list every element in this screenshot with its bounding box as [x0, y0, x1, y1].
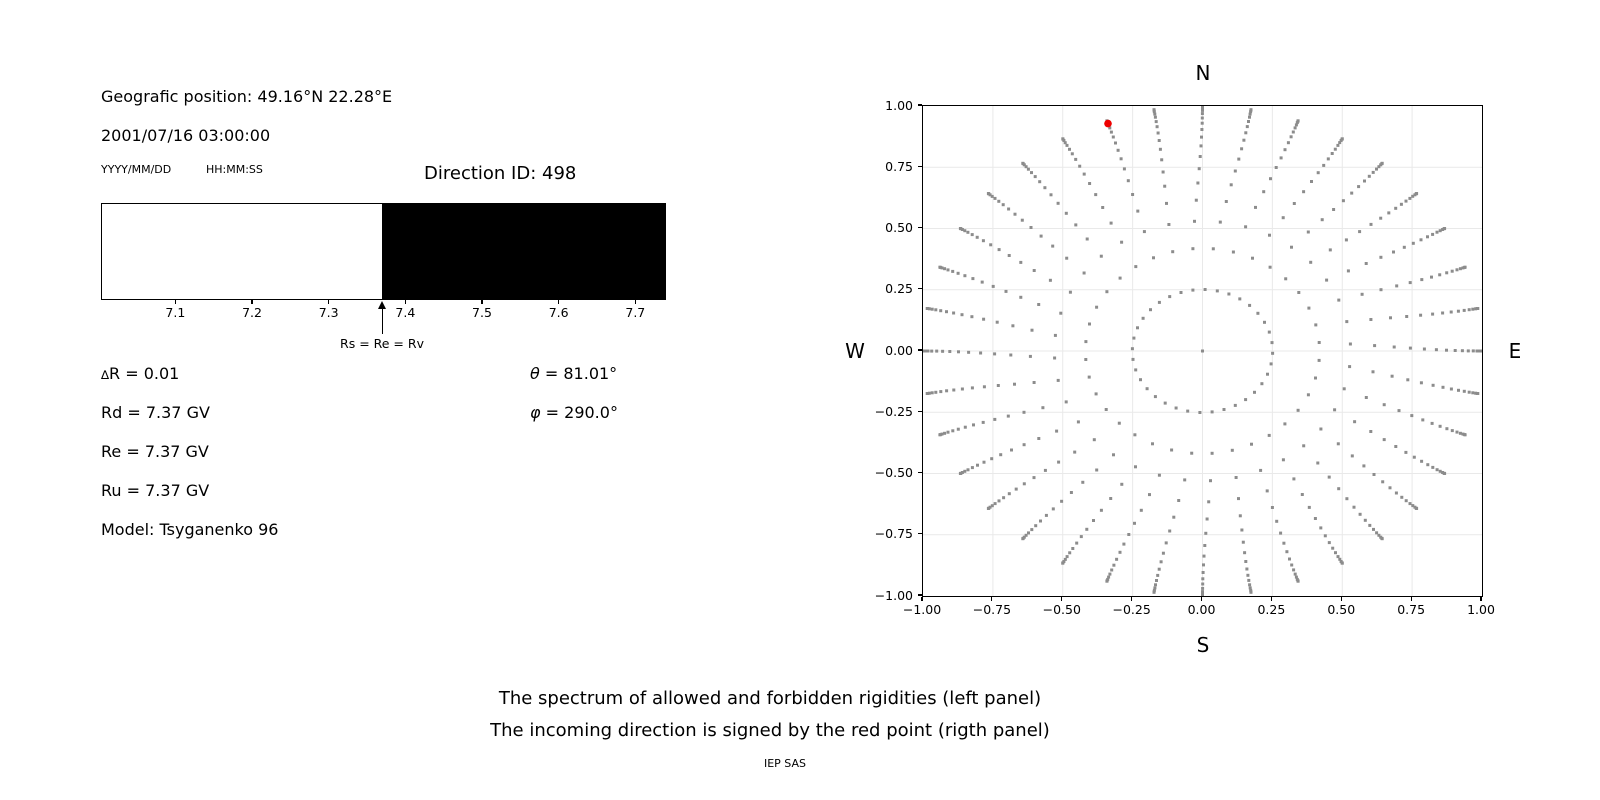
x-tick-label: −0.75 — [972, 602, 1012, 617]
y-tick-mark — [918, 227, 922, 228]
x-tick-label: 7.2 — [242, 305, 262, 320]
y-tick-mark — [918, 472, 922, 473]
x-tick-mark — [1341, 597, 1342, 601]
selected-direction-red-point — [1104, 120, 1112, 128]
x-tick-label: 0.75 — [1397, 602, 1426, 617]
compass-label-south: S — [1196, 633, 1210, 657]
y-tick-mark — [918, 166, 922, 167]
x-tick-label: 7.3 — [318, 305, 339, 320]
y-tick-label: −0.25 — [874, 403, 913, 419]
model-name: Model: Tsyganenko 96 — [101, 520, 279, 539]
y-tick-mark — [918, 349, 922, 350]
credit-text: IEP SAS — [763, 757, 807, 770]
compass-label-north: N — [1195, 61, 1211, 85]
y-tick-mark — [918, 411, 922, 412]
x-tick-label: −1.00 — [902, 602, 942, 617]
compass-label-east: E — [1508, 339, 1522, 363]
theta-symbol: θ — [530, 364, 540, 383]
x-tick-mark — [635, 300, 636, 304]
x-tick-label: 7.6 — [548, 305, 569, 320]
x-tick-mark — [1480, 597, 1481, 601]
forbidden-rigidity-region — [382, 204, 665, 299]
x-tick-label: −0.50 — [1042, 602, 1081, 617]
y-tick-label: 0.00 — [885, 342, 913, 358]
x-tick-mark — [481, 300, 482, 304]
delta-r-value: ∆R = 0.01 — [101, 364, 180, 383]
date-format-label: YYYY/MM/DD — [101, 163, 172, 176]
phi-value: φ = 290.0° — [530, 403, 618, 422]
x-tick-mark — [1411, 597, 1412, 601]
y-tick-mark — [918, 533, 922, 534]
y-tick-label: −0.75 — [874, 526, 913, 542]
y-tick-label: 0.25 — [885, 281, 913, 297]
caption-line-1: The spectrum of allowed and forbidden rigidities (left panel) — [498, 688, 1042, 709]
y-tick-label: −0.50 — [874, 465, 913, 480]
x-tick-mark — [405, 300, 406, 304]
x-tick-label: 0.25 — [1257, 602, 1286, 617]
x-tick-mark — [921, 597, 922, 601]
x-tick-label: 7.5 — [472, 305, 492, 320]
theta-value: θ = 81.01° — [530, 364, 618, 383]
phi-symbol: φ — [530, 403, 541, 422]
y-tick-mark — [918, 104, 922, 105]
x-tick-mark — [175, 300, 176, 304]
spectrum-annotation-label: Rs = Re = Rv — [340, 336, 424, 351]
time-format-label: HH:MM:SS — [206, 163, 263, 176]
datetime-text: 2001/07/16 03:00:00 — [101, 126, 271, 145]
y-tick-label: −1.00 — [874, 587, 913, 603]
x-tick-label: 0.00 — [1187, 602, 1216, 617]
y-tick-label: 0.50 — [885, 220, 913, 235]
direction-grid-scatter — [923, 106, 1482, 596]
geographic-position-text: Geografic position: 49.16°N 22.28°E — [101, 87, 393, 106]
x-tick-label: 7.4 — [395, 305, 416, 320]
rd-value: Rd = 7.37 GV — [101, 403, 210, 422]
x-tick-mark — [558, 300, 559, 304]
arrow-line — [382, 308, 383, 334]
delta-symbol: ∆ — [101, 368, 110, 382]
y-tick-label: 0.75 — [885, 158, 913, 174]
x-tick-mark — [1271, 597, 1272, 601]
compass-label-west: W — [845, 339, 865, 363]
rigidity-spectrum-bar — [101, 203, 666, 300]
x-tick-mark — [328, 300, 329, 304]
caption-line-2: The incoming direction is signed by the red point (rigth panel) — [490, 720, 1050, 741]
x-tick-label: 7.7 — [625, 305, 646, 320]
x-tick-label: 1.00 — [1467, 602, 1495, 617]
x-tick-mark — [251, 300, 252, 304]
y-tick-mark — [918, 594, 922, 595]
direction-id-text: Direction ID: 498 — [424, 163, 577, 184]
y-tick-label: 1.00 — [885, 97, 913, 113]
x-tick-mark — [1061, 597, 1062, 601]
direction-plot — [922, 105, 1483, 597]
re-value: Re = 7.37 GV — [101, 442, 209, 461]
x-tick-label: −0.25 — [1112, 602, 1151, 617]
x-tick-label: 0.50 — [1327, 602, 1356, 617]
x-tick-mark — [1131, 597, 1132, 601]
x-tick-label: 7.1 — [165, 305, 186, 320]
x-tick-mark — [1201, 597, 1202, 601]
ru-value: Ru = 7.37 GV — [101, 481, 210, 500]
x-tick-mark — [991, 597, 992, 601]
y-tick-mark — [918, 288, 922, 289]
